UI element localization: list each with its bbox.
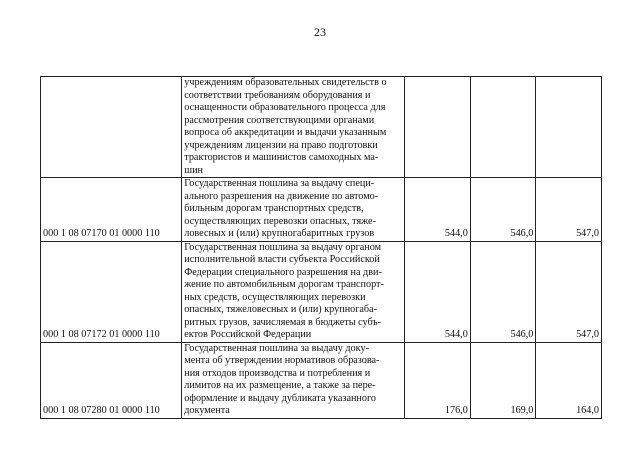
row-description bbox=[182, 77, 405, 178]
description-line: документа bbox=[184, 405, 230, 416]
row-code bbox=[41, 77, 182, 178]
description-line: Государственная пошлина за выдачу специ- bbox=[184, 178, 375, 189]
description-line: ных средств, осуществляющих перевозки bbox=[184, 291, 366, 303]
row-value-3: 164,0 bbox=[536, 342, 602, 418]
table-row bbox=[41, 342, 602, 418]
row-value-2: 169,0 bbox=[470, 342, 536, 418]
description-line: бильным дорогам транспортных средств, bbox=[184, 203, 364, 214]
description-line: трактористов и машинистов самоходных ма- bbox=[184, 152, 379, 163]
row-value-2: 546,0 bbox=[470, 241, 536, 342]
description-line: ловесных и (или) крупногабаритных грузов bbox=[184, 228, 375, 239]
row-description bbox=[182, 342, 405, 418]
description-line: Государственная пошлина за выдачу органом bbox=[184, 241, 382, 253]
description-line: исполнительной власти субъекта Российской bbox=[184, 254, 380, 265]
row-code: 000 1 08 07280 01 0000 110 bbox=[41, 342, 182, 418]
row-value-1: 544,0 bbox=[405, 241, 471, 342]
row-value-3: 547,0 bbox=[536, 241, 602, 342]
row-value-3: 547,0 bbox=[536, 178, 602, 242]
page-number: 23 bbox=[314, 25, 326, 39]
description-line: лимитов на их размещение, а также за пере- bbox=[184, 380, 376, 391]
row-code: 000 1 08 07170 01 0000 110 bbox=[41, 178, 182, 242]
description-line: Государственная пошлина за выдачу доку- bbox=[184, 342, 369, 354]
description-line: осуществляющих перевозки опасных, тяже- bbox=[184, 215, 376, 227]
description-line: шин bbox=[184, 164, 203, 176]
description-line: Федерации специального разрешения на дви- bbox=[184, 266, 382, 278]
description-line: ритных грузов, зачисляемая в бюджеты субъ- bbox=[184, 316, 382, 328]
description-line: ния отходов производства и потребления и bbox=[184, 367, 371, 379]
row-code: 000 1 08 07172 01 0000 110 bbox=[41, 241, 182, 342]
description-line: оформление и выдачу дубликата указанного bbox=[184, 392, 376, 404]
table-row bbox=[41, 178, 602, 242]
description-line: ального разрешения на движение по автомо- bbox=[184, 190, 379, 202]
description-line: оснащенности образовательного процесса для bbox=[184, 102, 386, 113]
description-line: вопроса об аккредитации и выдачи указанным bbox=[184, 127, 387, 138]
description-line: ектов Российской Федерации bbox=[184, 329, 312, 340]
description-line: жение по автомобильным дорогам транспорт- bbox=[184, 279, 384, 290]
description-line: мента об утверждении нормативов образова- bbox=[184, 355, 380, 366]
row-description bbox=[182, 178, 405, 242]
budget-table bbox=[40, 76, 602, 419]
row-description bbox=[182, 241, 405, 342]
description-line: учреждениям образовательных свидетельств о bbox=[184, 77, 387, 88]
row-value-3 bbox=[536, 77, 602, 178]
description-line: соответствии требованиям оборудования и bbox=[184, 89, 371, 101]
description-line: рассмотрения соответствующими органами bbox=[184, 114, 375, 126]
table-row bbox=[41, 241, 602, 342]
row-value-1: 544,0 bbox=[405, 178, 471, 242]
table-row bbox=[41, 77, 602, 178]
description-line: опасных, тяжеловесных и (или) крупногаба- bbox=[184, 304, 378, 315]
row-value-1 bbox=[405, 77, 471, 178]
description-line: учреждениям лицензии на право подготовки bbox=[184, 139, 378, 151]
row-value-2: 546,0 bbox=[470, 178, 536, 242]
row-value-1: 176,0 bbox=[405, 342, 471, 418]
row-value-2 bbox=[470, 77, 536, 178]
